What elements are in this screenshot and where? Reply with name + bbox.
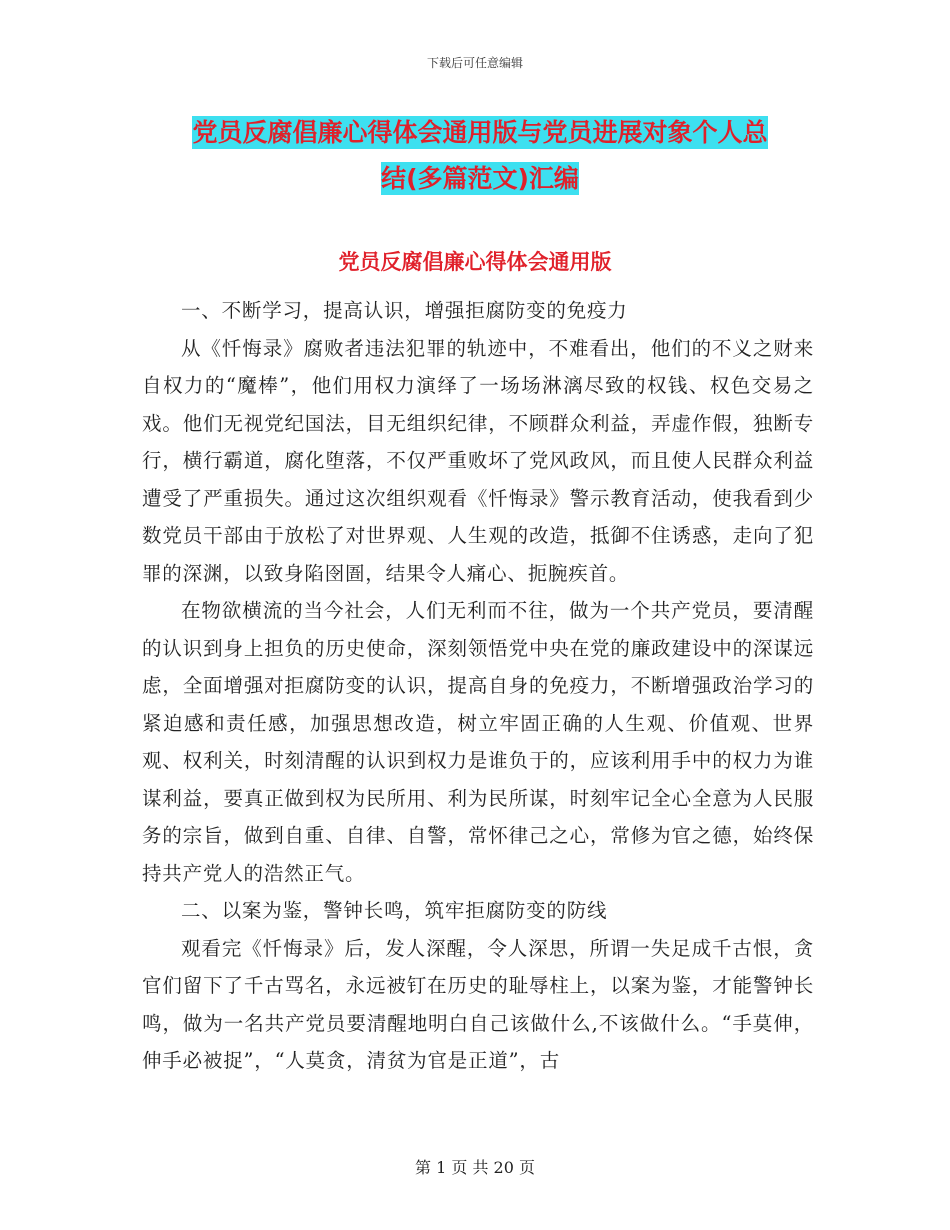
paragraph: 一、不断学习，提高认识，增强拒腐防变的免疫力: [181, 299, 628, 322]
paragraph: 观看完《忏悔录》后，发人深醒，令人深思，所谓一失足成千古恨，贪官们留下了千古骂名，永远被钉在历史的耻辱柱上，以案为鉴，才能警钟长鸣，做为一名共产党员要清醒地明白自己该做什么,不该做什么。“手莫伸，伸手必被捉”，“人莫贪，清贫为官是正道”，古: [142, 936, 814, 1072]
title-line-1: 党员反腐倡廉心得体会通用版与党员进展对象个人总: [192, 118, 768, 147]
paragraph: 从《忏悔录》腐败者违法犯罪的轨迹中，不难看出，他们的不义之财来自权力的“魔棒”，他们用权力演绎了一场场淋漓尽致的权钱、权色交易之戏。他们无视党纪国法，目无组织纪律，不顾群众利益，弄虚作假，独断专行，横行霸道，腐化堕落，不仅严重败坏了党风政风，而且使人民群众利益遭受了严重损失。通过这次组织观看《忏悔录》警示教育活动，使我看到少数党员干部由于放松了对世界观、人生观的改造，抵御不住诱惑，走向了犯罪的深渊，以致身陷囹圄，结果令人痛心、扼腕疾首。: [142, 336, 814, 585]
paragraph: 二、以案为鉴，警钟长鸣，筑牢拒腐防变的防线: [181, 899, 608, 922]
page-footer: 第 1 页 共 20 页: [415, 1158, 535, 1177]
document-title: [140, 110, 820, 202]
paragraph: 在物欲横流的当今社会，人们无利而不往，做为一个共产党员，要清醒的认识到身上担负的历史使命，深刻领悟党中央在党的廉政建设中的深谋远虑，全面增强对拒腐防变的认识，提高自身的免疫力，不断增强政治学习的紧迫感和责任感，加强思想改造，树立牢固正确的人生观、价值观、世界观、权利关，时刻清醒的认识到权力是谁负于的，应该利用手中的权力为谁谋利益，要真正做到权为民所用、利为民所谋，时刻牢记全心全意为人民服务的宗旨，做到自重、自律、自警，常怀律己之心，常修为官之德，始终保持共产党人的浩然正气。: [142, 599, 814, 885]
header-note: 下载后可任意编辑: [426, 56, 523, 70]
section-title: 党员反腐倡廉心得体会通用版: [338, 250, 612, 274]
document-body: [142, 292, 814, 1080]
title-line-2: 结(多篇范文)汇编: [381, 164, 579, 193]
